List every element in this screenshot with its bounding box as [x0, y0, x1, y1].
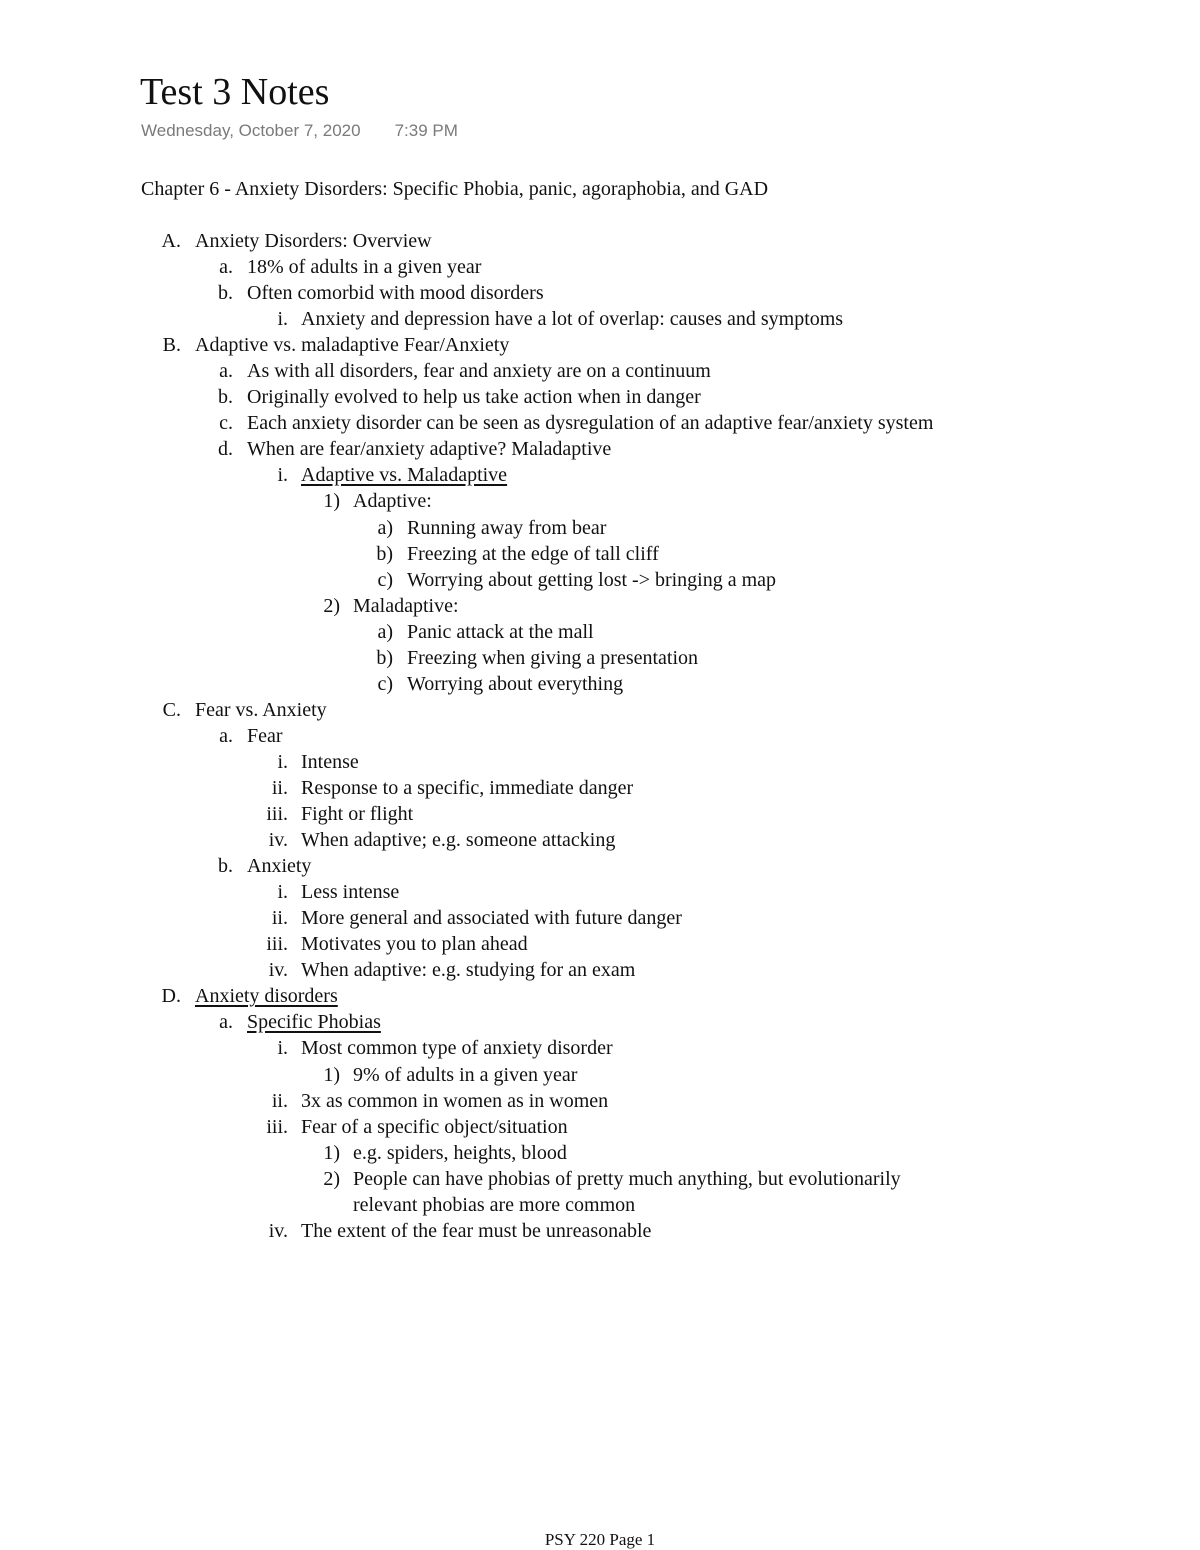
outline-item — [0, 723, 1200, 749]
outline-item-marker: B. — [162, 334, 181, 357]
outline-item — [0, 775, 1200, 801]
outline-item-marker: a) — [377, 620, 393, 643]
outline-item-text: As with all disorders, fear and anxiety are on a continuum — [247, 360, 711, 383]
outline-item — [0, 1140, 1200, 1166]
outline-item-marker: c) — [377, 568, 393, 591]
outline-item — [0, 462, 1200, 488]
outline-item-text: The extent of the fear must be unreasonable — [301, 1219, 652, 1242]
outline-item-marker: i. — [277, 464, 288, 487]
outline-item-marker: i. — [277, 881, 288, 904]
outline-item — [0, 332, 1200, 358]
outline-item — [0, 1166, 1200, 1192]
outline-item-text: e.g. spiders, heights, blood — [353, 1141, 567, 1164]
notes-outline — [0, 228, 1200, 1244]
page-title: Test 3 Notes — [140, 71, 330, 113]
outline-item-marker: C. — [162, 698, 181, 721]
outline-item-text: Adaptive vs. maladaptive Fear/Anxiety — [195, 334, 510, 357]
outline-item-marker: i. — [277, 308, 288, 331]
outline-item-text: Running away from bear — [407, 516, 607, 539]
outline-item — [0, 827, 1200, 853]
outline-item-marker: 2) — [323, 1167, 340, 1190]
outline-item-text: Maladaptive: — [353, 594, 459, 617]
outline-item-marker: b. — [218, 386, 233, 409]
outline-item — [0, 567, 1200, 593]
outline-item — [0, 645, 1200, 671]
outline-item-text: When are fear/anxiety adaptive? Maladaptive — [247, 438, 612, 461]
outline-item-text: Adaptive: — [353, 490, 432, 513]
outline-item — [0, 306, 1200, 332]
outline-item-marker: b) — [376, 542, 393, 565]
outline-item-text: Motivates you to plan ahead — [301, 933, 528, 956]
outline-item-marker: ii. — [271, 1089, 288, 1112]
outline-item-text: People can have phobias of pretty much anything, but evolutionarily — [353, 1167, 901, 1190]
outline-item-text: Anxiety Disorders: Overview — [195, 230, 432, 252]
outline-item — [0, 1009, 1200, 1035]
outline-item — [0, 905, 1200, 931]
outline-item-text: Less intense — [301, 881, 400, 904]
outline-item — [0, 384, 1200, 410]
outline-item-text: Anxiety disorders — [195, 985, 338, 1008]
outline-item-text: Panic attack at the mall — [407, 620, 594, 643]
outline-item — [0, 879, 1200, 905]
outline-item — [0, 1088, 1200, 1114]
outline-item — [0, 228, 1200, 254]
outline-item-text: When adaptive; e.g. someone attacking — [301, 829, 616, 852]
outline-item — [0, 983, 1200, 1009]
page-timestamp — [141, 121, 458, 141]
outline-item-text: Originally evolved to help us take action when in danger — [247, 386, 701, 409]
outline-item-text: 9% of adults in a given year — [353, 1063, 578, 1086]
outline-item-text: Most common type of anxiety disorder — [301, 1037, 613, 1060]
outline-item — [0, 619, 1200, 645]
outline-item — [0, 488, 1200, 514]
page-time: 7:39 PM — [394, 121, 458, 140]
outline-item-text: Response to a specific, immediate danger — [301, 776, 634, 799]
outline-item-marker: D. — [161, 985, 181, 1008]
outline-item — [0, 1114, 1200, 1140]
outline-item-text: 18% of adults in a given year — [247, 256, 482, 279]
outline-item-text: Intense — [301, 750, 359, 773]
outline-item-marker: iv. — [268, 1219, 288, 1242]
outline-item-text: Freezing when giving a presentation — [407, 646, 699, 669]
outline-item-marker: iv. — [268, 959, 288, 982]
outline-item — [0, 410, 1200, 436]
outline-item-text: relevant phobias are more common — [353, 1193, 636, 1216]
outline-item-marker: a. — [219, 724, 233, 747]
outline-item-text: Fear vs. Anxiety — [195, 698, 327, 721]
outline-item-text: Worrying about getting lost -> bringing a map — [407, 568, 777, 591]
outline-item — [0, 671, 1200, 697]
outline-item-marker: ii. — [271, 907, 288, 930]
outline-item-marker: ii. — [271, 776, 288, 799]
outline-item — [0, 1218, 1200, 1244]
outline-item — [0, 593, 1200, 619]
outline-item-text: Freezing at the edge of tall cliff — [407, 542, 659, 565]
outline-item-marker: iii. — [266, 803, 288, 826]
outline-item-marker: A. — [161, 230, 181, 252]
outline-item — [0, 931, 1200, 957]
outline-item-text: Anxiety and depression have a lot of overlap: causes and symptoms — [301, 308, 844, 331]
outline-item-text: More general and associated with future danger — [301, 907, 682, 930]
outline-item — [0, 280, 1200, 306]
outline-item-marker: 1) — [323, 1141, 340, 1164]
outline-item-marker: 1) — [323, 1063, 340, 1086]
outline-item-text: Worrying about everything — [407, 672, 624, 695]
outline-item-marker: 1) — [323, 490, 340, 513]
outline-item-marker: b. — [218, 855, 233, 878]
outline-item — [0, 436, 1200, 462]
outline-item-marker: i. — [277, 1037, 288, 1060]
outline-item-marker: a. — [219, 360, 233, 383]
outline-item-marker: iv. — [268, 829, 288, 852]
outline-item — [0, 1035, 1200, 1061]
outline-item-marker: d. — [218, 438, 233, 461]
outline-item-text: Adaptive vs. Maladaptive — [301, 464, 508, 487]
outline-item — [0, 541, 1200, 567]
outline-item — [0, 1062, 1200, 1088]
outline-item-text: Each anxiety disorder can be seen as dysregulation of an adaptive fear/anxiety system — [247, 412, 934, 435]
outline-item-text: Fear of a specific object/situation — [301, 1115, 568, 1138]
outline-item-text: Fear — [247, 724, 283, 747]
outline-item — [0, 515, 1200, 541]
outline-item — [0, 1192, 1200, 1218]
outline-item-marker: a. — [219, 1011, 233, 1034]
outline-item-text: Anxiety — [247, 855, 312, 878]
page-date: Wednesday, October 7, 2020 — [141, 121, 361, 140]
outline-item-text: 3x as common in women as in women — [301, 1089, 609, 1112]
outline-item-marker: b) — [376, 646, 393, 669]
outline-item-text: Fight or flight — [301, 803, 414, 826]
outline-item — [0, 697, 1200, 723]
outline-item-marker: i. — [277, 750, 288, 773]
outline-item-marker: c. — [219, 412, 233, 435]
outline-item — [0, 853, 1200, 879]
outline-item-marker: a) — [377, 516, 393, 539]
outline-item-text: When adaptive: e.g. studying for an exam — [301, 959, 636, 982]
outline-item-marker: iii. — [266, 1115, 288, 1138]
outline-item-marker: b. — [218, 282, 233, 305]
page-footer: PSY 220 Page 1 — [544, 1530, 656, 1549]
outline-item — [0, 957, 1200, 983]
outline-item-marker: c) — [377, 672, 393, 695]
outline-item — [0, 358, 1200, 384]
outline-item-text: Specific Phobias — [247, 1011, 381, 1034]
outline-item — [0, 801, 1200, 827]
outline-item — [0, 749, 1200, 775]
outline-item-marker: a. — [219, 256, 233, 279]
outline-item-text: Often comorbid with mood disorders — [247, 282, 544, 305]
outline-item-marker: 2) — [323, 594, 340, 617]
outline-item-marker: iii. — [266, 933, 288, 956]
outline-item — [0, 254, 1200, 280]
chapter-heading: Chapter 6 - Anxiety Disorders: Specific Phobia, panic, agoraphobia, and GAD — [141, 178, 769, 200]
